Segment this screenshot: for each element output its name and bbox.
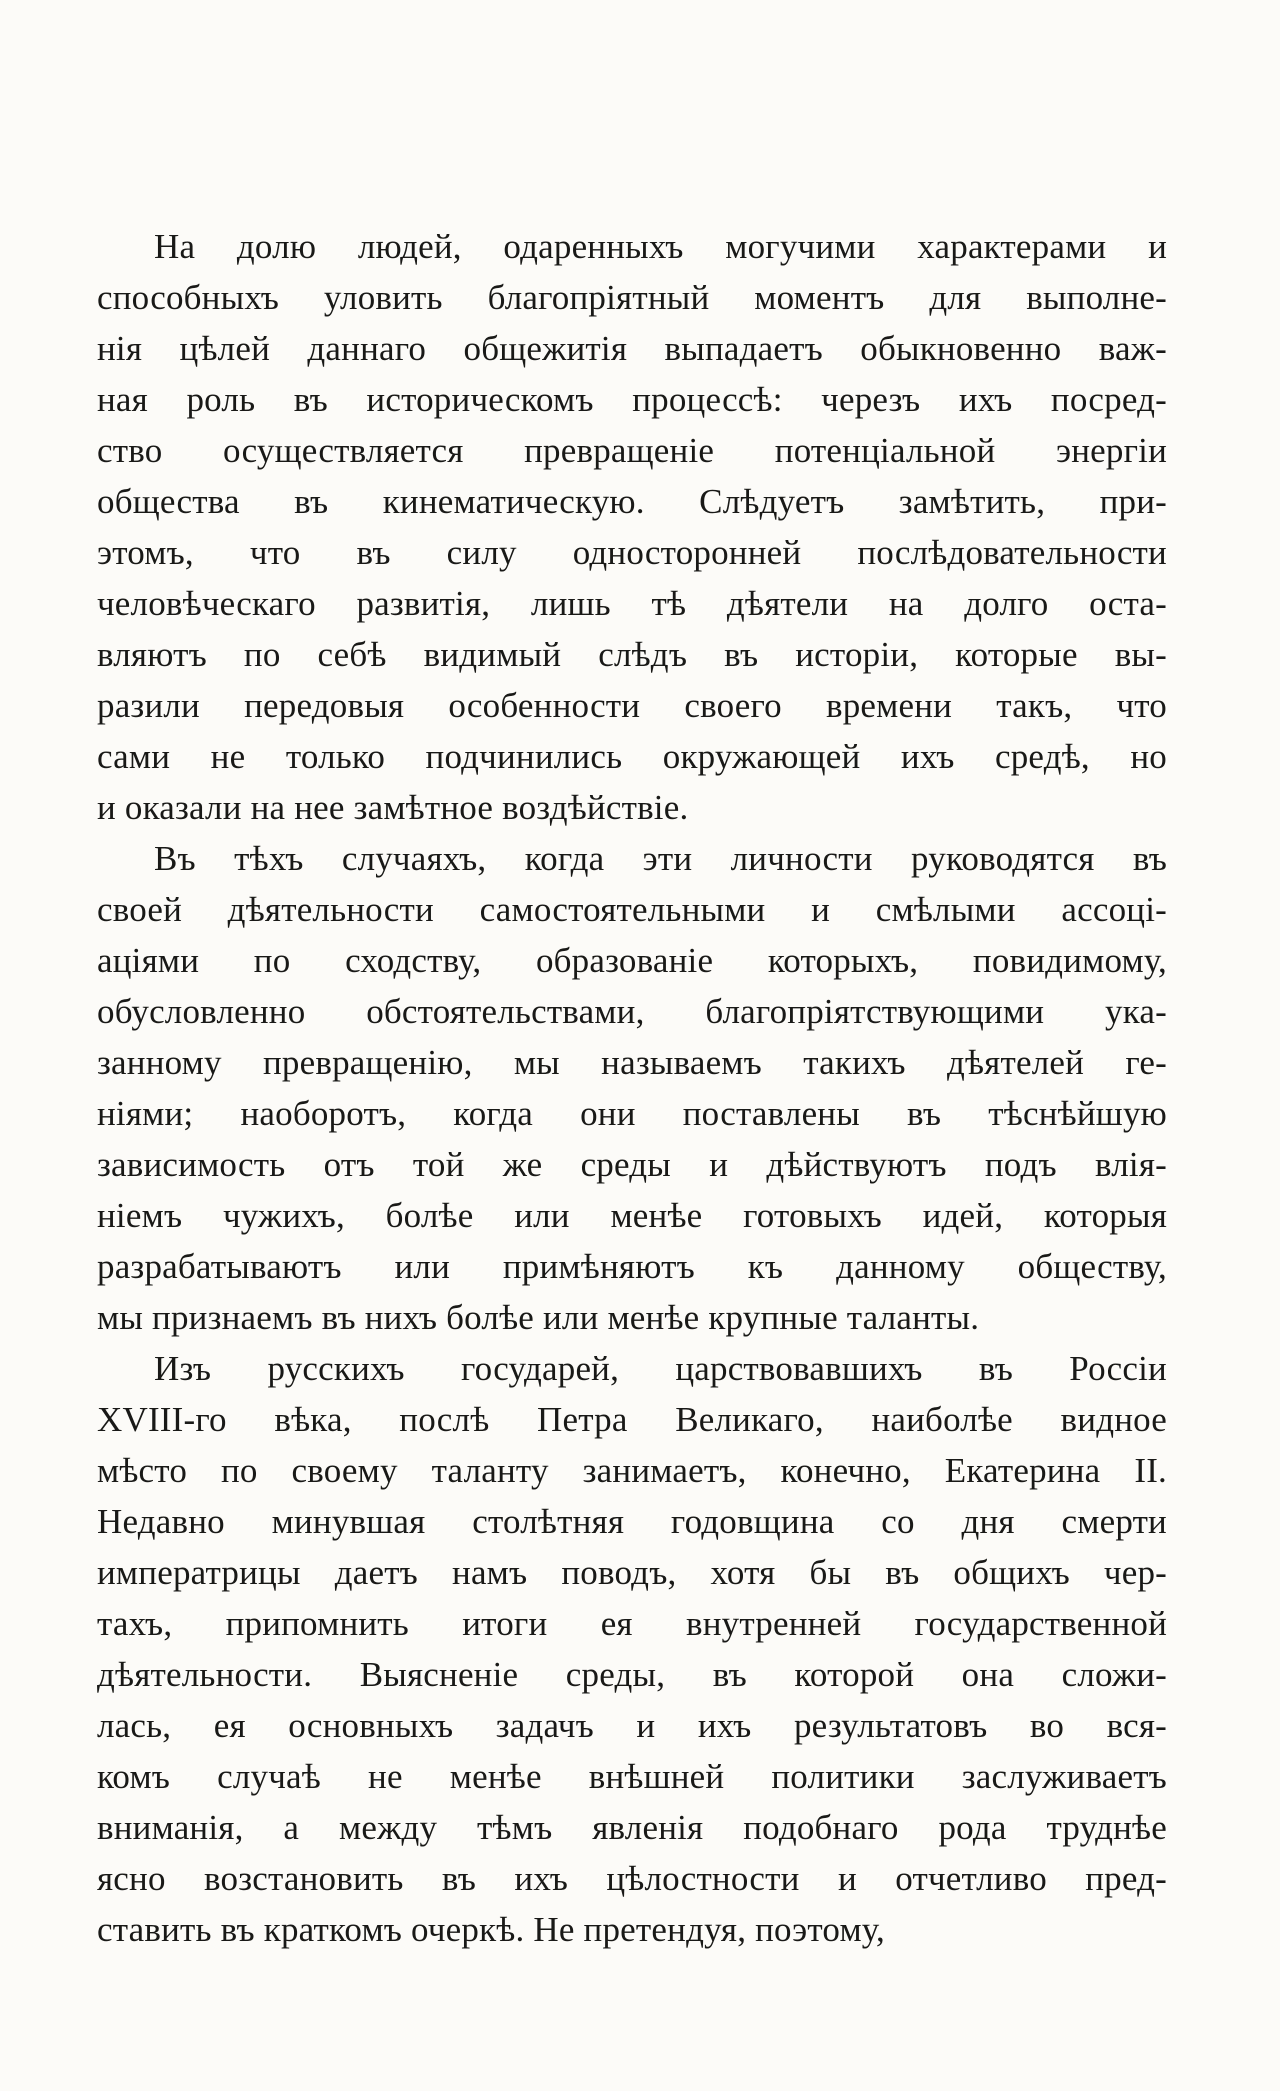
text-line: мы признаемъ въ нихъ болѣе или менѣе крупные таланты.	[97, 1298, 980, 1337]
text-line: ясно возстановить въ ихъ цѣлостности и отчетливо пред-	[97, 1859, 1167, 1898]
text-line: аціями по сходству, образованіе которыхъ, повидимому,	[97, 941, 1167, 980]
text-line: занному превращенію, мы называемъ такихъ дѣятелей ге-	[97, 1043, 1167, 1082]
text-line: императрицы даетъ намъ поводъ, хотя бы въ общихъ чер-	[97, 1553, 1167, 1592]
text-line: Въ тѣхъ случаяхъ, когда эти личности руководятся въ	[154, 839, 1167, 878]
page-text	[97, 221, 1167, 1955]
text-line: Изъ русскихъ государей, царствовавшихъ въ Россіи	[154, 1349, 1167, 1388]
text-line: ставить въ краткомъ очеркѣ. Не претендуя, поэтому,	[97, 1910, 885, 1949]
text-line: XVIII-го вѣка, послѣ Петра Великаго, наиболѣе видное	[97, 1400, 1167, 1439]
paragraph	[97, 221, 1167, 833]
text-line: лась, ея основныхъ задачъ и ихъ результатовъ во вся-	[97, 1706, 1167, 1745]
paragraph	[97, 833, 1167, 1343]
text-line: общества въ кинематическую. Слѣдуетъ замѣтить, при-	[97, 482, 1167, 521]
text-line: дѣятельности. Выясненіе среды, въ которой она сложи-	[97, 1655, 1167, 1694]
text-line: ніями; наоборотъ, когда они поставлены въ тѣснѣйшую	[97, 1094, 1167, 1133]
text-line: тахъ, припомнить итоги ея внутренней государственной	[97, 1604, 1167, 1643]
text-line: Недавно минувшая столѣтняя годовщина со дня смерти	[97, 1502, 1167, 1541]
text-line: этомъ, что въ силу односторонней послѣдовательности	[97, 533, 1167, 572]
text-line: мѣсто по своему таланту занимаетъ, конечно, Екатерина II.	[97, 1451, 1167, 1490]
text-line: своей дѣятельности самостоятельными и смѣлыми ассоці-	[97, 890, 1167, 929]
text-line: нія цѣлей даннаго общежитія выпадаетъ обыкновенно важ-	[97, 329, 1167, 368]
text-line: разрабатываютъ или примѣняютъ къ данному обществу,	[97, 1247, 1167, 1286]
text-line: разили передовыя особенности своего времени такъ, что	[97, 686, 1167, 725]
paragraph	[97, 1343, 1167, 1955]
text-line: обусловленно обстоятельствами, благопріятствующими ука-	[97, 992, 1167, 1031]
text-line: ніемъ чужихъ, болѣе или менѣе готовыхъ идей, которыя	[97, 1196, 1167, 1235]
text-line: способныхъ уловить благопріятный моментъ для выполне-	[97, 278, 1167, 317]
text-line: ство осуществляется превращеніе потенціальной энергіи	[97, 431, 1167, 470]
text-line: ная роль въ историческомъ процессѣ: черезъ ихъ посред-	[97, 380, 1167, 419]
text-line: На долю людей, одаренныхъ могучими характерами и	[154, 227, 1167, 266]
text-line: зависимость отъ той же среды и дѣйствуютъ подъ влія-	[97, 1145, 1167, 1184]
text-line: человѣческаго развитія, лишь тѣ дѣятели на долго оста-	[97, 584, 1167, 623]
text-line: вляютъ по себѣ видимый слѣдъ въ исторіи, которые вы-	[97, 635, 1167, 674]
text-line: вниманія, а между тѣмъ явленія подобнаго рода труднѣе	[97, 1808, 1167, 1847]
text-line: и оказали на нее замѣтное воздѣйствіе.	[97, 788, 689, 827]
text-line: комъ случаѣ не менѣе внѣшней политики заслуживаетъ	[97, 1757, 1167, 1796]
text-line: сами не только подчинились окружающей ихъ средѣ, но	[97, 737, 1167, 776]
